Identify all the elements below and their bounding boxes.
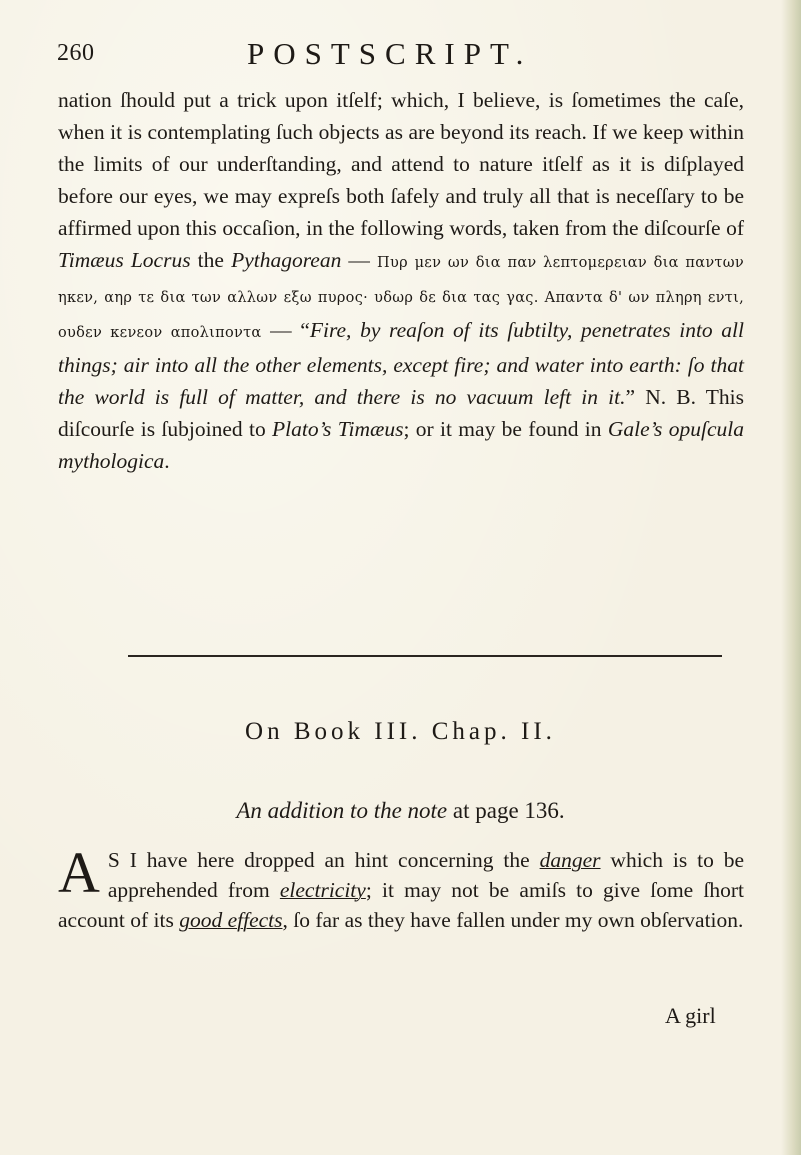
text-run: , ſo far as they have fallen under my own obſervation. [282,908,744,932]
text-run: which is to be apprehended from [107,848,745,902]
text-run: the [190,248,232,272]
section-subheading [0,798,801,824]
text-run: . [164,449,170,473]
running-head [57,36,757,76]
subheading-part: page 136. [475,798,565,823]
subheading-part: An addition to the note [236,798,448,823]
text-run: ; it may not be amiſs to give ſome ſhort account of its [58,878,745,932]
page-edge [781,0,801,1155]
text-run: — “ [261,318,310,342]
gales-word: Gale’s [607,417,663,441]
running-title: POSTSCRIPT. [247,36,533,71]
text-run: nation ſhould put a trick upon itſelf; which, I believe, is ſometimes the caſe, when it is contemplating ſuch objects as are beyond its reach. If we keep within the limits of our underſtanding, and attend to nature itſelf as it is diſplayed before our eyes, we may expreſs both ſafely and truly all that is neceſſary to be affirmed upon this occaſion, in the following words, taken from the diſcourſe of [58,88,744,240]
section-heading: On Book III. Chap. II. [245,718,556,745]
greek-quotation: Πυρ μεν ων δια παν λεπτομερειαν δια παντων ηκεν, αηρ τε δια των αλλων εξω πυρος· υδωρ δε δια τας γας. Απαντα δ' ων πληρη εντι, ουδεν κενεον απολιποντα [58,255,744,341]
page-number: 260 [57,40,95,66]
subheading-part: at [447,798,476,823]
electricity-word: electricity [279,878,366,902]
paragraph-electricity [58,840,745,935]
timaeus-word: Timæus [337,417,404,441]
timaeus-locrus-name: Timæus Locrus [58,248,191,272]
platos-word: Plato’s [272,417,332,441]
text-run: — [341,248,378,272]
drop-cap: A [58,840,100,905]
text-run: S I have here dropped an hint concerning the [107,848,540,872]
text-run: ” N. B. This diſcourſe is ſubjoined to [58,385,744,441]
danger-word: danger [539,848,601,872]
section-divider-rule [128,655,722,657]
good-effects-word: good effects [179,908,283,932]
catchword: A girl [665,1003,716,1028]
paragraph-timaeus-quote [58,84,744,477]
opuscula-title: opuſcula mythologica [58,417,745,473]
text-run: ; or it may be found in [403,417,608,441]
english-translation: Fire, by reaſon of its ſubtilty, penetrates into all things; air into all the other elements, except fire; and water into earth: ſo that the world is full of matter, and there is no vacuum left in it. [58,318,745,409]
pythagorean-word: Pythagorean [231,248,342,272]
